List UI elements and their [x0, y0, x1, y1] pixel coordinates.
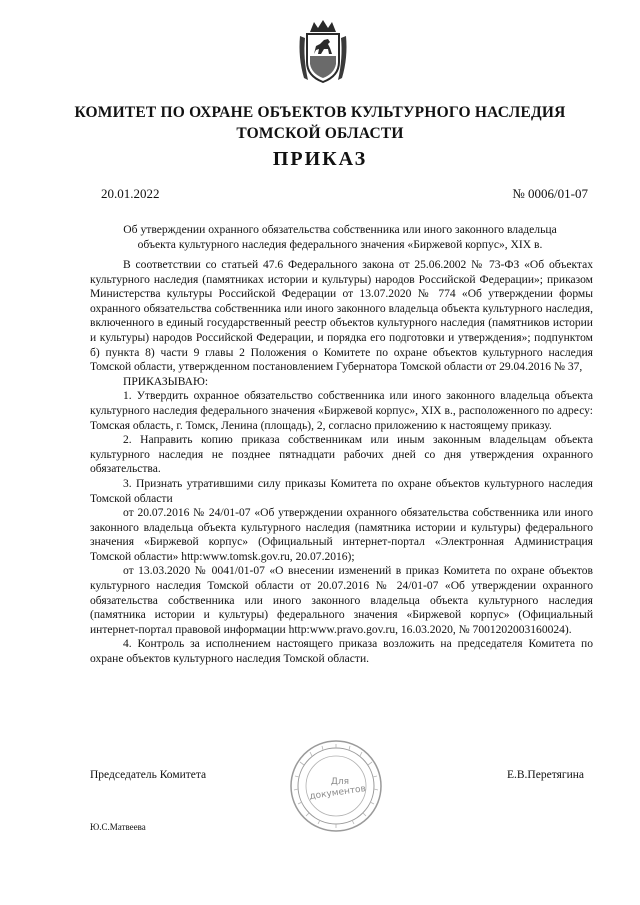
order-word: ПРИКАЗЫВАЮ:: [123, 375, 209, 388]
signer-title: Председатель Комитета: [90, 769, 207, 781]
order-item-2: 2. Направить копию приказа собственникам или иным законным владельцам объекта культурного наследия не позднее пятнадцати рабочих дней со дня утверждения охранного обязательства.: [90, 434, 593, 476]
document-type: ПРИКАЗ: [272, 148, 368, 170]
stamp-text-line2: документов: [308, 784, 367, 802]
order-item-3b: от 13.03.2020 № 0041/01-07 «О внесении изменений в приказ Комитета по охране объектов культурного наследия Томской области от 20.07.2016 № 24/01-07 «Об утверждении охранного обязательства собственника или иного законного владельца объекта культурного наследия (памятника истории и культуры) федерального значения «Биржевой корпус» (Официальный интернет-портал правовой информации http:www.pravo.gov.ru, 16.03.2020, № 7001202003160024).: [90, 565, 593, 636]
executor-name: Ю.С.Матвеева: [90, 822, 146, 832]
round-seal-icon: [288, 738, 384, 834]
tomsk-coat-of-arms-icon: [294, 18, 352, 86]
subject-line1: Об утверждении охранного обязательства собственника или иного законного владельца: [123, 223, 557, 236]
order-item-3: 3. Признать утратившими силу приказы Комитета по охране объектов культурного наследия Томской области: [90, 477, 593, 505]
document-date: 20.01.2022: [101, 186, 160, 201]
preamble-paragraph: В соответствии со статьей 47.6 Федерального закона от 25.06.2002 № 73-ФЗ «Об объектах культурного наследия (памятниках истории и культуры) народов Российской Федерации»; приказом Министерства культуры Российской Федерации от 13.07.2020 № 774 «Об утверждении формы охранного обязательства собственника или иного законного владельца объекта культурного наследия, включенного в единый государственный реестр объектов культурного наследия (памятников истории и культуры) народов Российской Федерации, и порядка его подготовки и утверждения»; подпунктом б) пункта 8) части 9 главы 2 Положения о Комитете по охране объектов культурного наследия Томской области, утвержденном постановлением Губернатора Томской области от 29.04.2016 № 37,: [90, 259, 593, 374]
document-number: № 0006/01-07: [512, 186, 588, 201]
organization-name: [60, 102, 580, 144]
signer-name: Е.В.Перетягина: [506, 769, 584, 781]
organization-name-line1: КОМИТЕТ ПО ОХРАНЕ ОБЪЕКТОВ КУЛЬТУРНОГО НАСЛЕДИЯ: [74, 104, 566, 121]
organization-name-line2: ТОМСКОЙ ОБЛАСТИ: [236, 125, 404, 142]
order-item-4: 4. Контроль за исполнением настоящего приказа возложить на председателя Комитета по охране объектов культурного наследия Томской области.: [90, 638, 593, 666]
subject-line2: объекта культурного наследия федерального значения «Биржевой корпус», XIX в.: [137, 238, 543, 251]
order-item-1: 1. Утвердить охранное обязательство собственника или иного законного владельца объекта культурного наследия федерального значения «Биржевой корпус», XIX в., расположенного по адресу: Томская область, г. Томск, Ленина (площадь), 2, согласно приложению к настоящему приказу.: [90, 390, 593, 432]
order-item-3a: от 20.07.2016 № 24/01-07 «Об утверждении охранного обязательства собственника или иного законного владельца объекта культурного наследия (памятника истории и культуры) федерального значения «Биржевой корпус» (Официальный интернет-портал «Электронная Администрация Томской области» http:www.tomsk.gov.ru, 20.07.2016);: [90, 507, 593, 563]
stamp-text-line1: Для: [330, 777, 350, 787]
document-body: [90, 258, 593, 667]
document-subject: [90, 222, 590, 252]
